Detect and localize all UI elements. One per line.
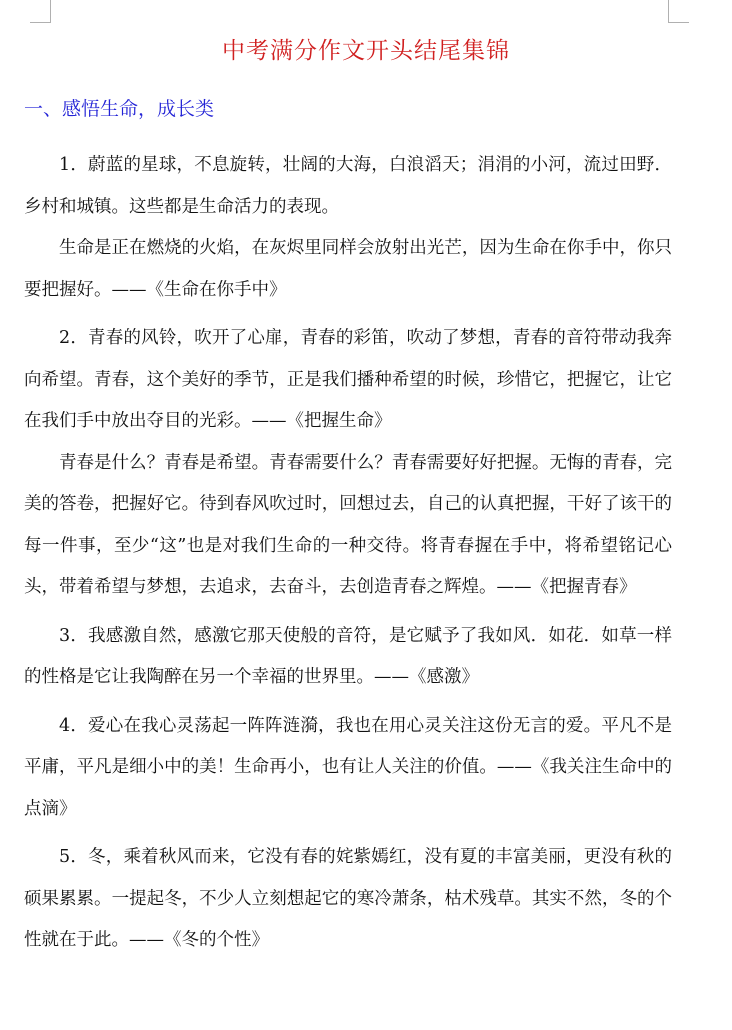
- paragraph-3: 2．青春的风铃，吹开了心扉，青春的彩笛，吹动了梦想，青春的音符带动我奔向希望。青春，这个美好的季节，正是我们播种希望的时候，珍惜它，把握它，让它在我们手中放出夺目的光彩。——《把握生命》: [24, 328, 672, 431]
- page-corner-mark-left: [30, 0, 51, 23]
- document-body: [24, 145, 672, 962]
- paragraph-1: 1．蔚蓝的星球，不息旋转，壮阔的大海，白浪滔天；涓涓的小河，流过田野．乡村和城镇。这些都是生命活力的表现。: [24, 155, 672, 217]
- document-title: 中考满分作文开头结尾集锦: [222, 38, 510, 64]
- paragraph-6: 4．爱心在我心灵荡起一阵阵涟漪，我也在用心灵关注这份无言的爱。平凡不是平庸，平凡是细小中的美！生命再小，也有让人关注的价值。——《我关注生命中的点滴》: [24, 715, 672, 819]
- paragraph-5: 3．我感激自然，感激它那天使般的音符，是它赋予了我如风．如花．如草一样的性格是它让我陶醉在另一个幸福的世界里。——《感激》: [24, 625, 672, 687]
- paragraph-2: 生命是正在燃烧的火焰，在灰烬里同样会放射出光芒，因为生命在你手中，你只要把握好。——《生命在你手中》: [24, 238, 672, 300]
- paragraph-7: 5．冬，乘着秋风而来，它没有春的姹紫嫣红，没有夏的丰富美丽，更没有秋的硕果累累。一提起冬，不少人立刻想起它的寒冷萧条，枯术残草。其实不然，冬的个性就在于此。——《冬的个性》: [24, 847, 672, 950]
- paragraph-4: 青春是什么？青春是希望。青春需要什么？青春需要好好把握。无悔的青春，完美的答卷，把握好它。待到春风吹过时，回想过去，自己的认真把握，干好了该干的每一件事，至少“这”也是对我们生命的一种交待。将青春握在手中，将希望铭记心头，带着希望与梦想，去追求，去奋斗，去创造青春之辉煌。——《把握青春》: [24, 452, 672, 597]
- page-corner-mark-right: [668, 0, 689, 23]
- section-heading: 一、感悟生命，成长类: [24, 98, 215, 120]
